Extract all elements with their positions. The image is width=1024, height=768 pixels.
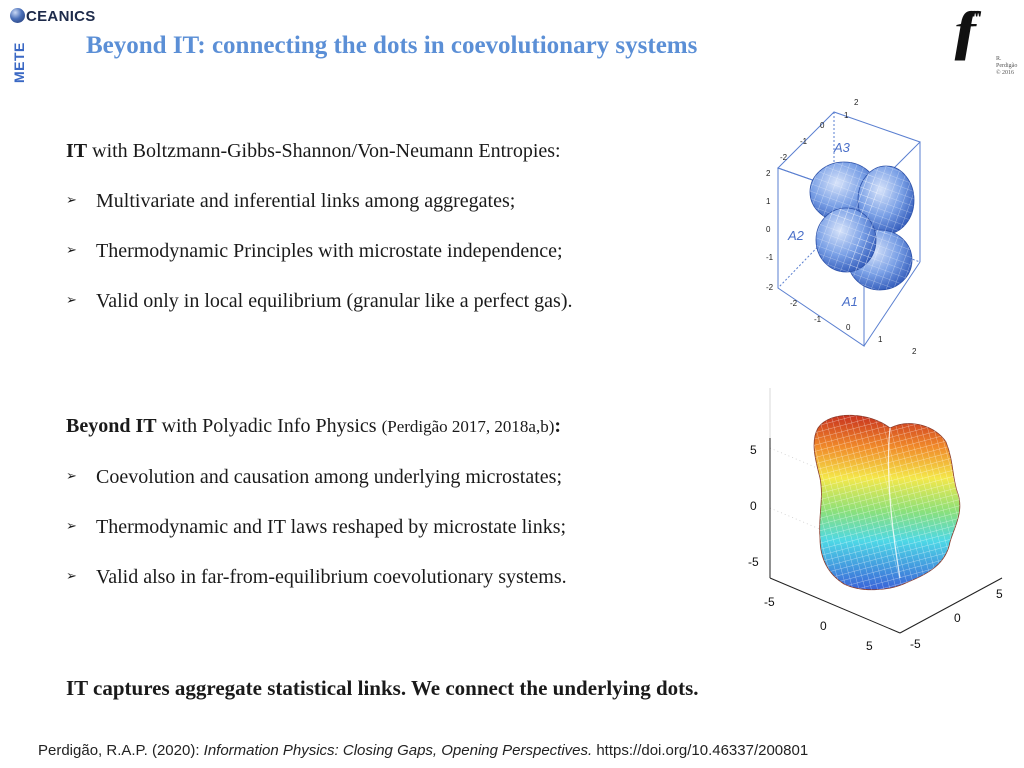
bullet-arrow-icon: ➢ [66,243,77,258]
tick-x: 5 [866,639,873,653]
tick-a3: 0 [820,121,825,130]
tick-x: -5 [764,595,775,609]
tick-a2: 2 [766,169,771,178]
bullet-arrow-icon: ➢ [66,569,77,584]
figure-3d-surface-rainbow [740,378,1020,658]
reference-citation [38,742,808,759]
tick-a2: -2 [766,283,774,292]
list-item-text: Valid also in far-from-equilibrium coevolutionary systems. [96,566,567,588]
reference-doi: https://doi.org/10.46337/200801 [592,742,809,759]
logo-vertical-text: METE [11,42,27,83]
tick-z: 5 [750,443,757,457]
list-item [66,288,746,314]
tick-a2: 0 [766,225,771,234]
tick-y: -5 [910,637,921,651]
heading-bold: Beyond IT [66,415,157,437]
heading-rest: with Boltzmann-Gibbs-Shannon/Von-Neumann Entropies: [87,140,561,162]
tick-a3: 2 [854,98,859,107]
signature-monogram [952,1,1020,76]
surface-mesh [814,415,960,590]
section-it-heading [66,138,746,164]
axis-label-a1: A1 [842,294,858,309]
signature-caption-line2: © 2016 [996,70,1015,76]
bullet-arrow-icon: ➢ [66,293,77,308]
list-item [66,188,746,214]
heading-colon: : [554,415,562,437]
tick-a1: 0 [846,323,851,332]
conclusion-statement: IT captures aggregate statistical links. We connect the underlying dots. [66,676,699,700]
tick-x: 0 [820,619,827,633]
logo-main-text: CEANICS [26,8,96,25]
list-item-text: Thermodynamic Principles with microstate independence; [96,240,563,262]
tick-a2: 1 [766,197,771,206]
list-item [66,514,746,540]
list-item [66,464,746,490]
tick-a3: 1 [844,111,849,120]
axis-label-a3: A3 [834,140,850,155]
tick-a3: -2 [780,153,788,162]
tick-y: 0 [954,611,961,625]
heading-citation: (Perdigão 2017, 2018a,b) [381,417,555,436]
tick-z: -5 [748,555,759,569]
list-item-text: Coevolution and causation among underlying microstates; [96,466,563,488]
reference-title: Information Physics: Closing Gaps, Opening Perspectives. [203,742,593,759]
bullet-arrow-icon: ➢ [66,193,77,208]
slide-title: Beyond IT: connecting the dots in coevolutionary systems [86,32,698,59]
tick-a2: -1 [766,253,774,262]
tick-a1: 2 [912,347,917,356]
section-beyond-it-heading [66,413,746,440]
list-item-text: Valid only in local equilibrium (granular like a perfect gas). [96,290,573,312]
signature-glyph: fff [954,1,964,61]
section-beyond-it [66,413,746,614]
signature-caption [996,56,1020,77]
tick-z: 0 [750,499,757,513]
tick-y: 5 [996,587,1003,601]
figure-3d-surface-blue [764,92,924,358]
tick-a1: 1 [878,335,883,344]
axis-label-a2: A2 [788,228,804,243]
surface-lobes [810,162,914,290]
heading-rest: with Polyadic Info Physics [156,415,382,437]
bullet-arrow-icon: ➢ [66,519,77,534]
tick-a1: -1 [814,315,822,324]
list-item-text: Thermodynamic and IT laws reshaped by microstate links; [96,516,567,538]
list-item [66,564,746,590]
section-it [66,138,746,338]
list-item [66,238,746,264]
signature-caption-line1: R. Perdigão [996,56,1018,69]
logo-globe-icon [10,8,25,23]
bullet-arrow-icon: ➢ [66,469,77,484]
tick-a1: -2 [790,299,798,308]
heading-bold: IT [66,140,88,162]
tick-a3: -1 [800,137,808,146]
reference-prefix: Perdigão, R.A.P. (2020): [38,742,204,759]
list-item-text: Multivariate and inferential links among aggregates; [96,190,516,212]
